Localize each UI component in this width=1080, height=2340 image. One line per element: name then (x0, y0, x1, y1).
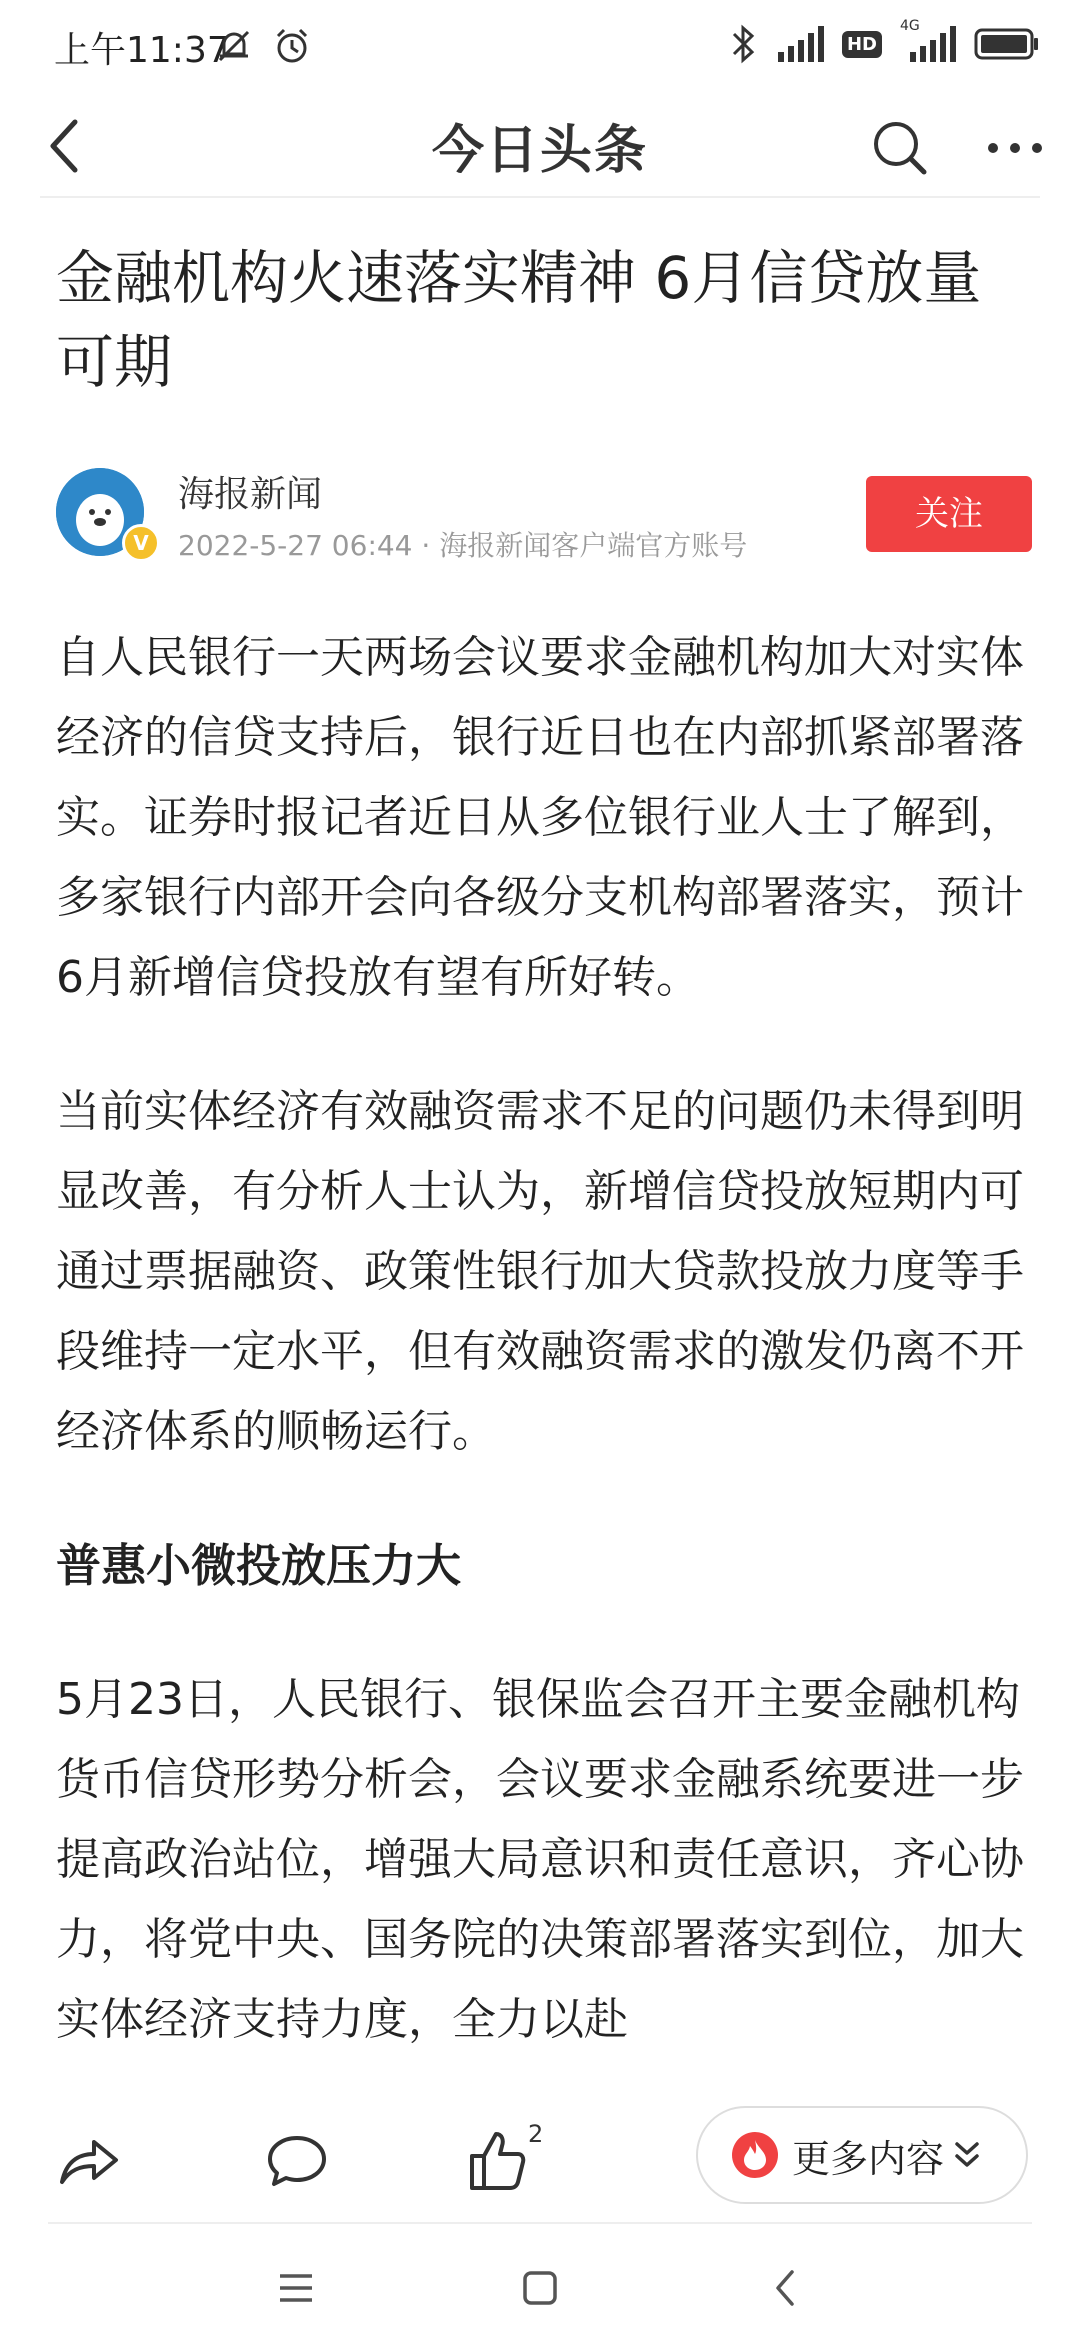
search-icon (870, 118, 930, 178)
follow-button[interactable]: 关注 (866, 476, 1032, 552)
author-avatar[interactable] (56, 468, 149, 556)
chevron-left-icon (760, 2262, 812, 2314)
action-divider (48, 2222, 1032, 2224)
network-type-label: 4G (900, 18, 920, 34)
bluetooth-icon (726, 22, 760, 66)
double-chevron-down-icon (952, 2138, 982, 2172)
fire-icon (732, 2132, 778, 2178)
article-title: 金融机构火速落实精神 6月信贷放量可期 (56, 244, 982, 396)
author-meta: 2022-5-27 06:44 · 海报新闻客户端官方账号 (178, 529, 748, 562)
verified-badge: V (122, 524, 160, 562)
nav-divider (40, 196, 1040, 198)
battery-icon (974, 27, 1040, 61)
menu-icon (270, 2262, 322, 2314)
comment-icon (262, 2126, 332, 2196)
signal-icon (776, 24, 826, 64)
system-nav-bar (0, 2230, 1080, 2340)
home-button[interactable] (514, 2262, 566, 2314)
article-subheading: 普惠小微投放压力大 (56, 1539, 462, 1592)
recent-apps-button[interactable] (270, 2262, 322, 2314)
status-bar (0, 0, 1080, 96)
author-name[interactable]: 海报新闻 (178, 474, 323, 515)
search-button[interactable] (860, 108, 940, 188)
nav-bar (0, 96, 1080, 196)
share-button[interactable] (54, 2126, 124, 2196)
more-content-label: 更多内容 (792, 2136, 945, 2181)
article-paragraph: 自人民银行一天两场会议要求金融机构加大对实体经济的信贷支持后，银行近日也在内部抓紧部署落实。证券时报记者近日从多位银行业人士了解到，多家银行内部开会向各级分支机构部署落实，预计6月新增信贷投放有望有所好转。 (56, 632, 1024, 1003)
hd-icon: HD (842, 31, 882, 58)
signal-4g-icon (898, 18, 958, 64)
comment-button[interactable] (262, 2126, 332, 2196)
share-icon (54, 2126, 124, 2196)
action-bar (0, 2096, 1080, 2224)
home-square-icon (514, 2262, 566, 2314)
mute-notification-icon (212, 24, 256, 68)
article-paragraph: 当前实体经济有效融资需求不足的问题仍未得到明显改善，有分析人士认为，新增信贷投放短期内可通过票据融资、政策性银行加大贷款投放力度等手段维持一定水平，但有效融资需求的激发仍离不开经济体系的顺畅运行。 (56, 1086, 1024, 1457)
more-dots-icon (985, 138, 1045, 158)
status-time: 上午11:37 (54, 30, 230, 71)
like-count: 2 (528, 2120, 544, 2148)
article-paragraph: 5月23日，人民银行、银保监会召开主要金融机构货币信贷形势分析会，会议要求金融系统要进一步提高政治站位，增强大局意识和责任意识，齐心协力，将党中央、国务院的决策部署落实到位，加大实体经济支持力度，全力以赴 (56, 1674, 1024, 2045)
more-button[interactable] (975, 108, 1055, 188)
system-back-button[interactable] (760, 2262, 812, 2314)
thumbs-up-icon (462, 2126, 532, 2196)
app-title: 今日头条 (431, 121, 648, 181)
more-content-button[interactable] (696, 2106, 1028, 2204)
alarm-icon (270, 24, 314, 68)
article-body (56, 618, 1031, 2096)
like-button[interactable] (462, 2126, 532, 2196)
